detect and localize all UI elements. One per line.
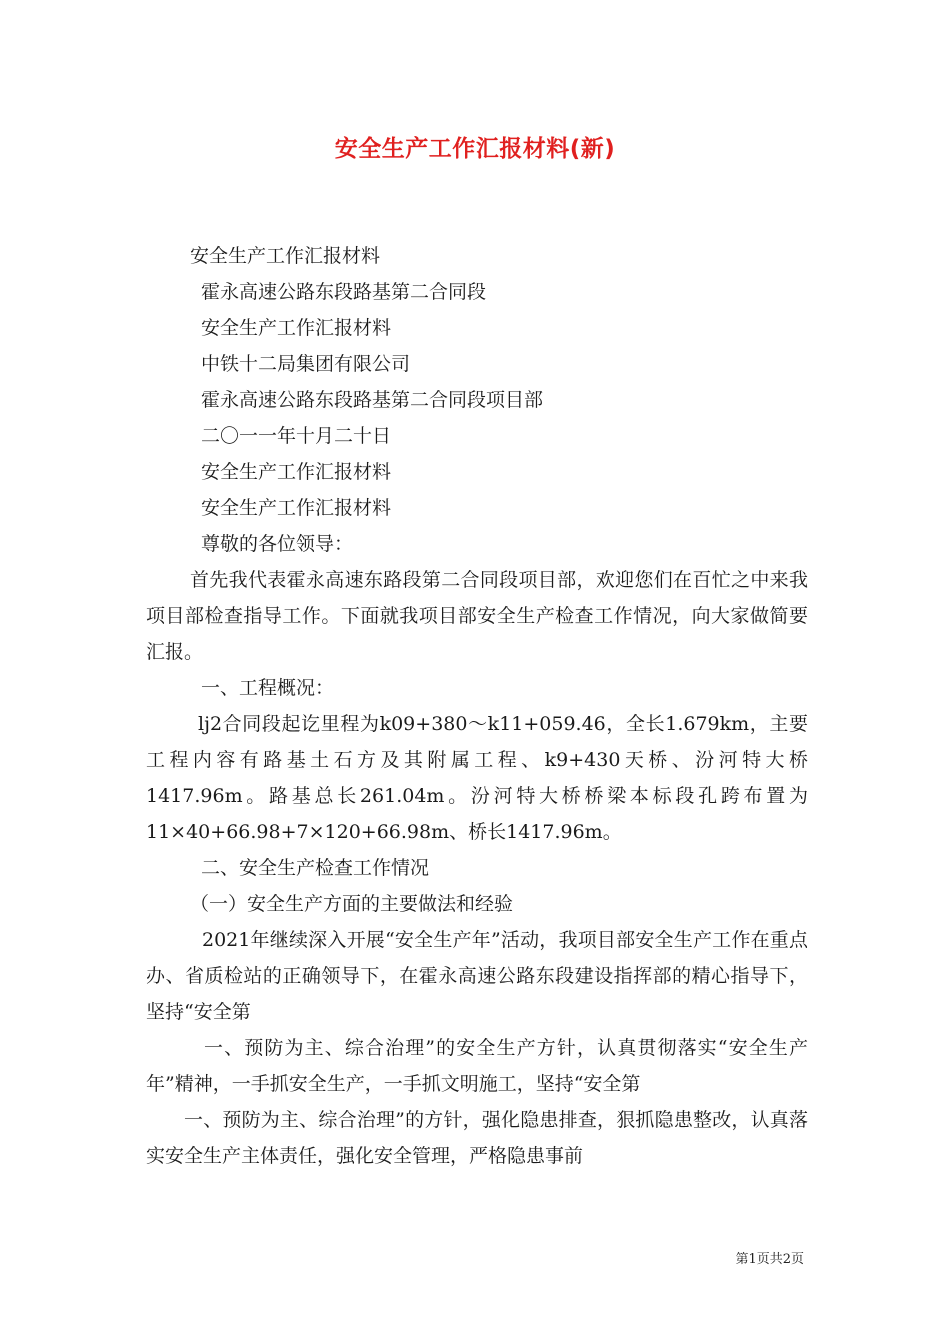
paragraph: 2021年继续深入开展“安全生产年”活动，我项目部安全生产工作在重点办、省质检站的正确领导下，在霍永高速公路东段建设指挥部的精心指导下，坚持“安全第 xyxy=(146,929,808,1023)
text-line: 安全生产工作汇报材料 xyxy=(201,317,392,339)
text-line: 中铁十二局集团有限公司 xyxy=(201,353,411,375)
text-line: 霍永高速公路东段路基第二合同段 xyxy=(201,281,487,303)
text-line: 霍永高速公路东段路基第二合同段项目部 xyxy=(201,389,544,411)
text-line: 二〇一一年十月二十日 xyxy=(201,425,392,447)
paragraph: 一、预防为主、综合治理”的方针，强化隐患排查，狠抓隐患整改，认真落实安全生产主体责任，强化安全管理，严格隐患事前 xyxy=(146,1109,808,1167)
paragraph: 一、预防为主、综合治理”的安全生产方针，认真贯彻落实“安全生产年”精神，一手抓安全生产，一手抓文明施工，坚持“安全第 xyxy=(146,1037,808,1095)
section-heading: 二、安全生产检查工作情况 xyxy=(201,857,430,879)
paragraph: lj2合同段起讫里程为k09+380～k11+059.46，全长1.679km，主要工程内容有路基土石方及其附属工程、k9+430天桥、汾河特大桥1417.96m。路基总长261.04m。汾河特大桥桥梁本标段孔跨布置为11×40+66.98+7×120+66.98m、桥长1417.96m。 xyxy=(146,713,808,843)
document-title: 安全生产工作汇报材料(新) xyxy=(334,136,616,162)
text-line: 安全生产工作汇报材料 xyxy=(190,245,381,267)
text-line: 安全生产工作汇报材料 xyxy=(201,497,392,519)
section-heading: 一、工程概况： xyxy=(201,677,335,699)
paragraph: 首先我代表霍永高速东路段第二合同段项目部，欢迎您们在百忙之中来我项目部检查指导工作。下面就我项目部安全生产检查工作情况，向大家做简要汇报。 xyxy=(146,569,808,663)
page-number: 第1页共2页 xyxy=(735,1252,804,1267)
document-body xyxy=(146,238,808,1174)
subsection-heading: （一）安全生产方面的主要做法和经验 xyxy=(190,893,514,915)
text-line: 安全生产工作汇报材料 xyxy=(201,461,392,483)
text-line: 尊敬的各位领导： xyxy=(201,533,354,555)
